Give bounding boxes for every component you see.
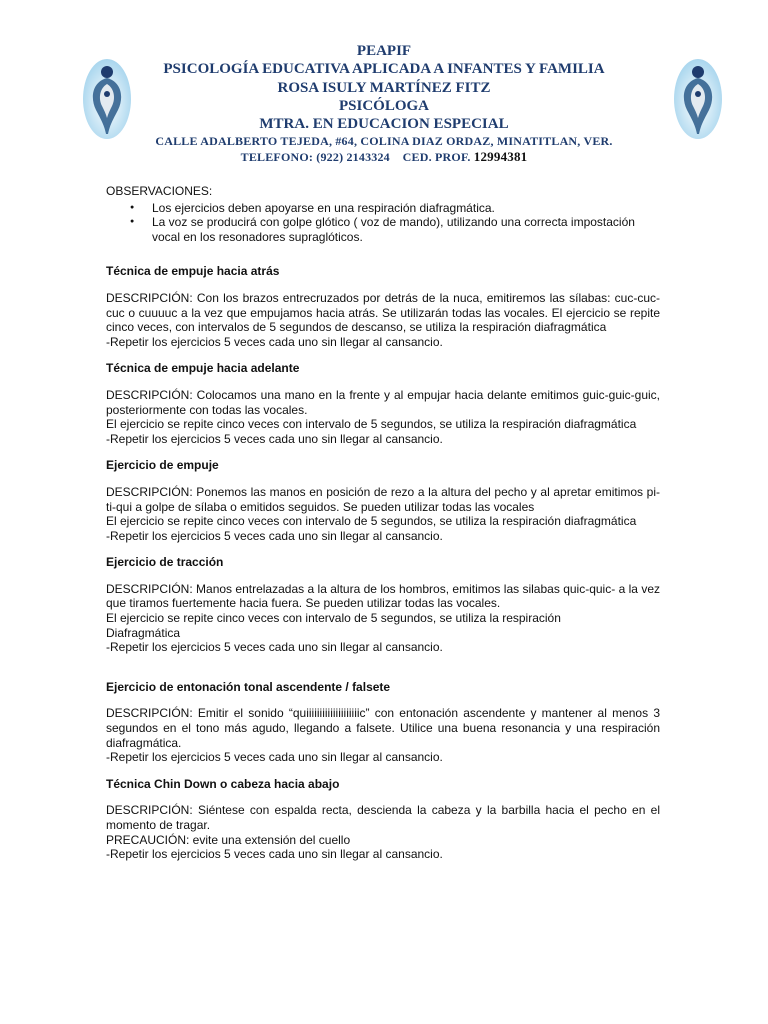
section-description: DESCRIPCIÓN: Emitir el sonido “quiiiiiiiiiiiiiiiiiiiic” con entonación ascendente y mantener al menos 3 segundos en el tono más agudo, llegando a falsete. Utilice una buena resonancia y una respiración diafragmática. <box>106 706 660 750</box>
address: CALLE ADALBERTO TEJEDA, #64, COLINA DIAZ ORDAZ, MINATITLAN, VER. <box>155 134 613 149</box>
observations-list <box>106 201 660 245</box>
section-line: -Repetir los ejercicios 5 veces cada uno sin llegar al cansancio. <box>106 640 443 655</box>
phone-line <box>0 149 768 165</box>
license-number: 12994381 <box>473 149 528 165</box>
section-chin-down <box>106 777 660 862</box>
section-description: DESCRIPCIÓN: Ponemos las manos en posición de rezo a la altura del pecho y al apretar emitimos pi-ti-qui a golpe de sílaba o emitidos seguidos. Se pueden utilizar todas las vocales <box>106 484 660 514</box>
observations-heading: OBSERVACIONES: <box>106 184 213 198</box>
section-line: El ejercicio se repite cinco veces con intervalo de 5 segundos, se utiliza la respiración <box>106 611 561 626</box>
section-title: Técnica Chin Down o cabeza hacia abajo <box>106 776 340 791</box>
section-title: Ejercicio de tracción <box>106 555 224 570</box>
section-description: DESCRIPCIÓN: Con los brazos entrecruzados por detrás de la nuca, emitiremos las sílabas: cuc-cuc-cuc o cuuuuc a la vez que empujamos hacia atrás. Se utilizarán todas las vocales. El ejercicio se repite cinco veces, con intervalos de 5 segundos de descanso, se utiliza la respiración diafragmática <box>106 290 660 335</box>
section-line: El ejercicio se repite cinco veces con intervalo de 5 segundos, se utiliza la respiración diafragmática <box>106 514 637 529</box>
observation-item: ● Los ejercicios deben apoyarse en una respiración diafragmática. <box>106 201 660 216</box>
section-title: Ejercicio de entonación tonal ascendente / falsete <box>106 679 391 694</box>
letterhead <box>0 42 768 165</box>
section-line: -Repetir los ejercicios 5 veces cada uno sin llegar al cansancio. <box>106 847 443 862</box>
org-full-name: PSICOLOGÍA EDUCATIVA APLICADA A INFANTES Y FAMILIA <box>163 61 605 78</box>
section-line: -Repetir los ejercicios 5 veces cada uno sin llegar al cansancio. <box>106 528 443 543</box>
section-line: PRECAUCIÓN: evite una extensión del cuello <box>106 832 351 847</box>
section-ejercicio-empuje <box>106 458 660 543</box>
section-traccion <box>106 555 660 655</box>
author-name: ROSA ISULY MARTÍNEZ FITZ <box>277 79 491 96</box>
section-description: DESCRIPCIÓN: Siéntese con espalda recta, descienda la cabeza y la barbilla hacia el pecho en el momento de tragar. <box>106 803 660 832</box>
phone-label: TELEFONO: (922) 2143324 CED. PROF. <box>240 150 471 165</box>
profession: PSICÓLOGA <box>338 97 429 114</box>
section-description: DESCRIPCIÓN: Manos entrelazadas a la altura de los hombros, emitimos las silabas quic-quic- a la vez que tiramos fuertemente hacia fuera. Se pueden utilizar todas las vocales. <box>106 581 660 611</box>
section-line: Diafragmática <box>106 625 181 640</box>
observation-item: ● La voz se producirá con golpe glótico ( voz de mando), utilizando una correcta impostación vocal en los resonadores supraglóticos. <box>106 215 660 244</box>
section-line: El ejercicio se repite cinco veces con intervalo de 5 segundos, se utiliza la respiración diafragmática <box>106 417 637 432</box>
section-description: DESCRIPCIÓN: Colocamos una mano en la frente y al empujar hacia delante emitimos guic-guic-guic, posteriormente con todas las vocales. <box>106 387 660 417</box>
degree: MTRA. EN EDUCACION ESPECIAL <box>259 116 509 133</box>
section-line: -Repetir los ejercicios 5 veces cada uno sin llegar al cansancio. <box>106 750 443 765</box>
section-title: Técnica de empuje hacia atrás <box>106 264 280 279</box>
section-empuje-adelante <box>106 361 660 446</box>
section-line: -Repetir los ejercicios 5 veces cada uno sin llegar al cansancio. <box>106 431 443 446</box>
section-title: Técnica de empuje hacia adelante <box>106 361 300 376</box>
section-entonacion <box>106 680 660 765</box>
section-title: Ejercicio de empuje <box>106 458 219 473</box>
section-line: -Repetir los ejercicios 5 veces cada uno sin llegar al cansancio. <box>106 334 443 349</box>
document-body <box>106 184 660 862</box>
section-empuje-atras <box>106 264 660 349</box>
org-acronym: PEAPIF <box>356 43 412 59</box>
